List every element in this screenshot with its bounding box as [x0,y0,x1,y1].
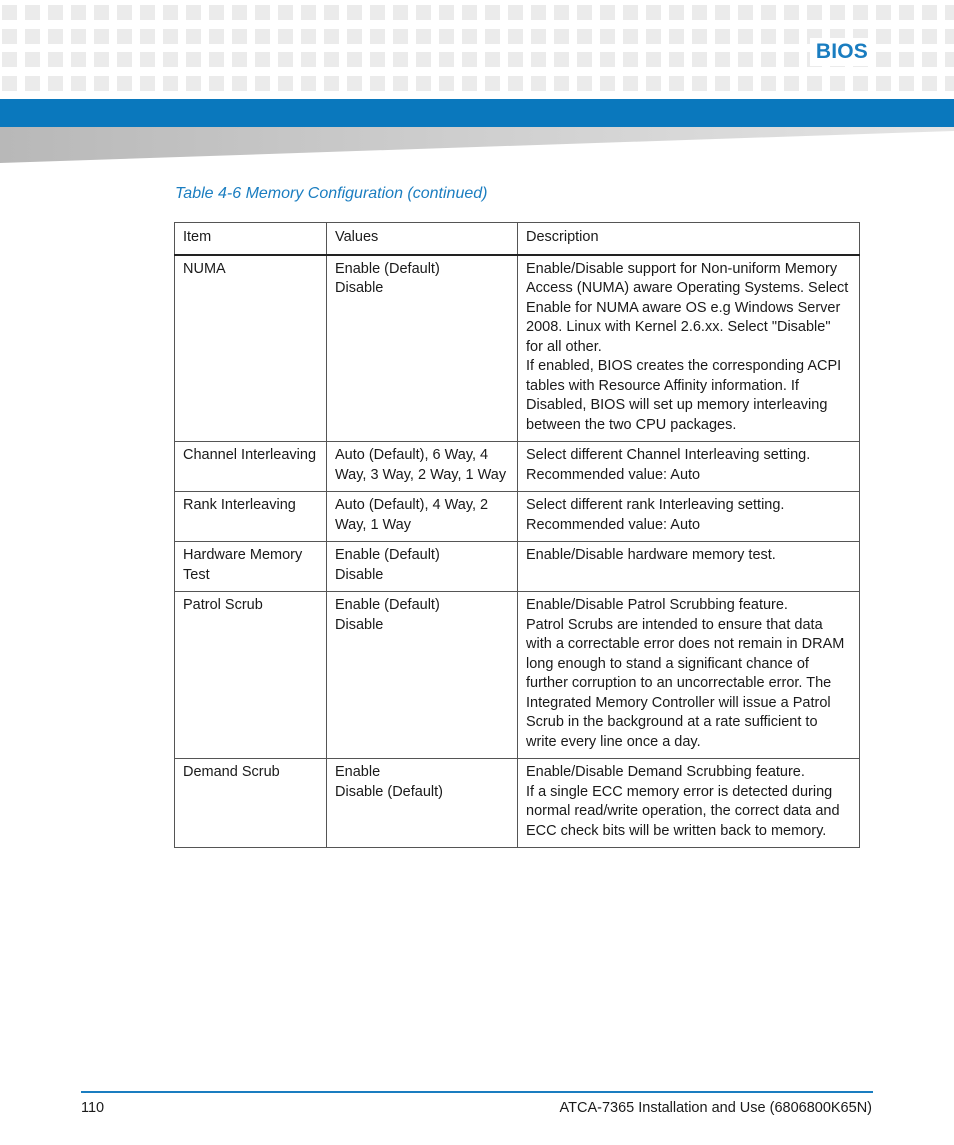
values-cell: Auto (Default), 4 Way, 2 Way, 1 Way [327,492,518,542]
pattern-cell [117,5,132,20]
pattern-cell [600,52,615,67]
pattern-cell [71,52,86,67]
pattern-cell [347,76,362,91]
pattern-cell [899,76,914,91]
pattern-cell [692,76,707,91]
pattern-cell [508,29,523,44]
pattern-cell [393,76,408,91]
pattern-row [2,5,954,20]
pattern-cell [2,29,17,44]
pattern-cell [140,76,155,91]
description-cell: Enable/Disable support for Non-uniform Memory Access (NUMA) aware Operating Systems. Select Enable for NUMA aware OS e.g Windows Server 2008. Linux with Kernel 2.6.xx. Select "Disable" for all other. If enabled, BIOS creates the corresponding ACPI tables with Resource Affinity information. If Disabled, BIOS will set up memory interleaving between the two CPU packages. [518,255,860,442]
values-cell: Enable (Default) Disable [327,592,518,759]
pattern-cell [439,5,454,20]
pattern-cell [600,5,615,20]
item-cell: Rank Interleaving [175,492,327,542]
pattern-cell [278,52,293,67]
item-cell: NUMA [175,255,327,442]
pattern-cell [25,52,40,67]
pattern-cell [830,5,845,20]
pattern-cell [485,29,500,44]
pattern-cell [48,76,63,91]
pattern-cell [393,52,408,67]
pattern-cell [94,29,109,44]
pattern-cell [324,5,339,20]
pattern-cell [439,29,454,44]
pattern-cell [117,52,132,67]
table-row [175,255,860,442]
pattern-cell [692,5,707,20]
pattern-cell [531,29,546,44]
pattern-cell [899,5,914,20]
pattern-cell [163,5,178,20]
item-cell: Demand Scrub [175,759,327,848]
pattern-cell [209,52,224,67]
pattern-cell [462,76,477,91]
pattern-cell [163,52,178,67]
pattern-cell [117,76,132,91]
pattern-cell [876,76,891,91]
pattern-cell [140,29,155,44]
pattern-cell [715,29,730,44]
column-header-values: Values [327,223,518,255]
pattern-cell [945,5,954,20]
values-cell: Auto (Default), 6 Way, 4 Way, 3 Way, 2 Way, 1 Way [327,442,518,492]
pattern-cell [209,5,224,20]
pattern-cell [163,76,178,91]
pattern-cell [2,5,17,20]
pattern-cell [577,5,592,20]
pattern-cell [301,76,316,91]
pattern-cell [255,5,270,20]
pattern-cell [2,76,17,91]
pattern-cell [853,76,868,91]
pattern-cell [922,76,937,91]
pattern-cell [508,5,523,20]
pattern-cell [761,5,776,20]
pattern-cell [301,52,316,67]
pattern-cell [416,76,431,91]
pattern-cell [554,29,569,44]
pattern-cell [761,76,776,91]
pattern-cell [577,52,592,67]
pattern-cell [922,52,937,67]
pattern-cell [623,76,638,91]
pattern-cell [692,52,707,67]
pattern-cell [715,76,730,91]
pattern-cell [370,29,385,44]
pattern-cell [485,52,500,67]
pattern-cell [209,76,224,91]
pattern-cell [416,5,431,20]
pattern-cell [623,5,638,20]
description-cell: Select different Channel Interleaving setting. Recommended value: Auto [518,442,860,492]
pattern-cell [554,52,569,67]
pattern-cell [623,52,638,67]
pattern-cell [462,5,477,20]
pattern-cell [416,29,431,44]
pattern-cell [922,29,937,44]
table-caption: Table 4-6 Memory Configuration (continued) [175,185,488,202]
pattern-cell [2,52,17,67]
pattern-cell [232,52,247,67]
pattern-cell [669,52,684,67]
pattern-cell [623,29,638,44]
pattern-cell [715,52,730,67]
pattern-cell [48,52,63,67]
pattern-cell [531,76,546,91]
pattern-cell [439,52,454,67]
pattern-cell [876,52,891,67]
item-cell: Channel Interleaving [175,442,327,492]
pattern-cell [646,29,661,44]
pattern-cell [232,29,247,44]
pattern-cell [186,29,201,44]
item-cell: Hardware Memory Test [175,542,327,592]
pattern-cell [370,5,385,20]
pattern-cell [462,29,477,44]
pattern-cell [186,52,201,67]
pattern-cell [94,52,109,67]
pattern-cell [94,76,109,91]
pattern-cell [830,76,845,91]
pattern-cell [485,5,500,20]
pattern-cell [117,29,132,44]
description-cell: Enable/Disable Demand Scrubbing feature. If a single ECC memory error is detected during normal read/write operation, the correct data and ECC check bits will be written back to memory. [518,759,860,848]
pattern-cell [876,29,891,44]
table-row [175,542,860,592]
pattern-cell [393,29,408,44]
pattern-cell [25,29,40,44]
pattern-cell [140,5,155,20]
pattern-cell [646,76,661,91]
pattern-cell [899,29,914,44]
pattern-cell [508,52,523,67]
item-cell: Patrol Scrub [175,592,327,759]
description-cell: Enable/Disable hardware memory test. [518,542,860,592]
pattern-cell [347,52,362,67]
pattern-cell [600,76,615,91]
pattern-cell [715,5,730,20]
pattern-cell [439,76,454,91]
pattern-cell [899,52,914,67]
pattern-cell [738,52,753,67]
pattern-cell [278,5,293,20]
pattern-cell [738,29,753,44]
column-header-description: Description [518,223,860,255]
pattern-cell [370,52,385,67]
footer-divider [81,1091,873,1093]
pattern-cell [324,76,339,91]
pattern-cell [25,5,40,20]
pattern-cell [255,52,270,67]
pattern-cell [784,76,799,91]
pattern-cell [531,5,546,20]
description-cell: Select different rank Interleaving setting. Recommended value: Auto [518,492,860,542]
pattern-cell [531,52,546,67]
pattern-cell [71,29,86,44]
table-row [175,759,860,848]
header-blue-bar [0,99,954,127]
pattern-cell [692,29,707,44]
pattern-cell [945,76,954,91]
pattern-cell [876,5,891,20]
pattern-cell [738,5,753,20]
pattern-cell [324,52,339,67]
pattern-cell [232,76,247,91]
values-cell: Enable Disable (Default) [327,759,518,848]
pattern-cell [554,5,569,20]
pattern-cell [370,76,385,91]
table-row [175,442,860,492]
pattern-cell [807,5,822,20]
pattern-cell [186,76,201,91]
pattern-cell [508,76,523,91]
pattern-cell [761,29,776,44]
pattern-cell [324,29,339,44]
pattern-cell [255,76,270,91]
pattern-cell [669,76,684,91]
pattern-row [2,76,954,91]
pattern-cell [554,76,569,91]
pattern-cell [71,5,86,20]
pattern-cell [278,29,293,44]
section-title: BIOS [810,38,874,66]
description-cell: Enable/Disable Patrol Scrubbing feature. Patrol Scrubs are intended to ensure that data with a correctable error does not remain in DRAM long enough to stand a significant chance of further corruption to an uncorrectable error. The Integrated Memory Controller will issue a Patrol Scrub in the background at a rate sufficient to write every line once a day. [518,592,860,759]
pattern-cell [646,52,661,67]
pattern-cell [255,29,270,44]
pattern-cell [669,5,684,20]
pattern-cell [945,52,954,67]
page-number: 110 [81,1100,105,1116]
pattern-cell [71,76,86,91]
pattern-cell [784,5,799,20]
pattern-cell [853,5,868,20]
pattern-cell [761,52,776,67]
pattern-cell [301,5,316,20]
table-row [175,592,860,759]
pattern-cell [209,29,224,44]
pattern-cell [784,52,799,67]
column-header-item: Item [175,223,327,255]
table-header-row [175,223,860,255]
pattern-cell [163,29,178,44]
pattern-cell [669,29,684,44]
pattern-cell [922,5,937,20]
pattern-cell [485,76,500,91]
pattern-cell [301,29,316,44]
pattern-cell [462,52,477,67]
pattern-cell [347,5,362,20]
pattern-cell [393,5,408,20]
memory-configuration-table [174,222,860,848]
pattern-cell [278,76,293,91]
pattern-cell [140,52,155,67]
pattern-cell [347,29,362,44]
pattern-cell [48,5,63,20]
pattern-cell [25,76,40,91]
pattern-cell [94,5,109,20]
document-title: ATCA-7365 Installation and Use (6806800K65N) [559,1100,872,1116]
pattern-cell [738,76,753,91]
header-gray-swoosh [0,127,954,167]
pattern-cell [232,5,247,20]
pattern-cell [186,5,201,20]
pattern-cell [807,76,822,91]
values-cell: Enable (Default) Disable [327,255,518,442]
pattern-cell [646,5,661,20]
pattern-cell [416,52,431,67]
values-cell: Enable (Default) Disable [327,542,518,592]
pattern-cell [600,29,615,44]
table-row [175,492,860,542]
pattern-cell [784,29,799,44]
pattern-cell [48,29,63,44]
pattern-cell [577,29,592,44]
pattern-cell [577,76,592,91]
pattern-cell [945,29,954,44]
